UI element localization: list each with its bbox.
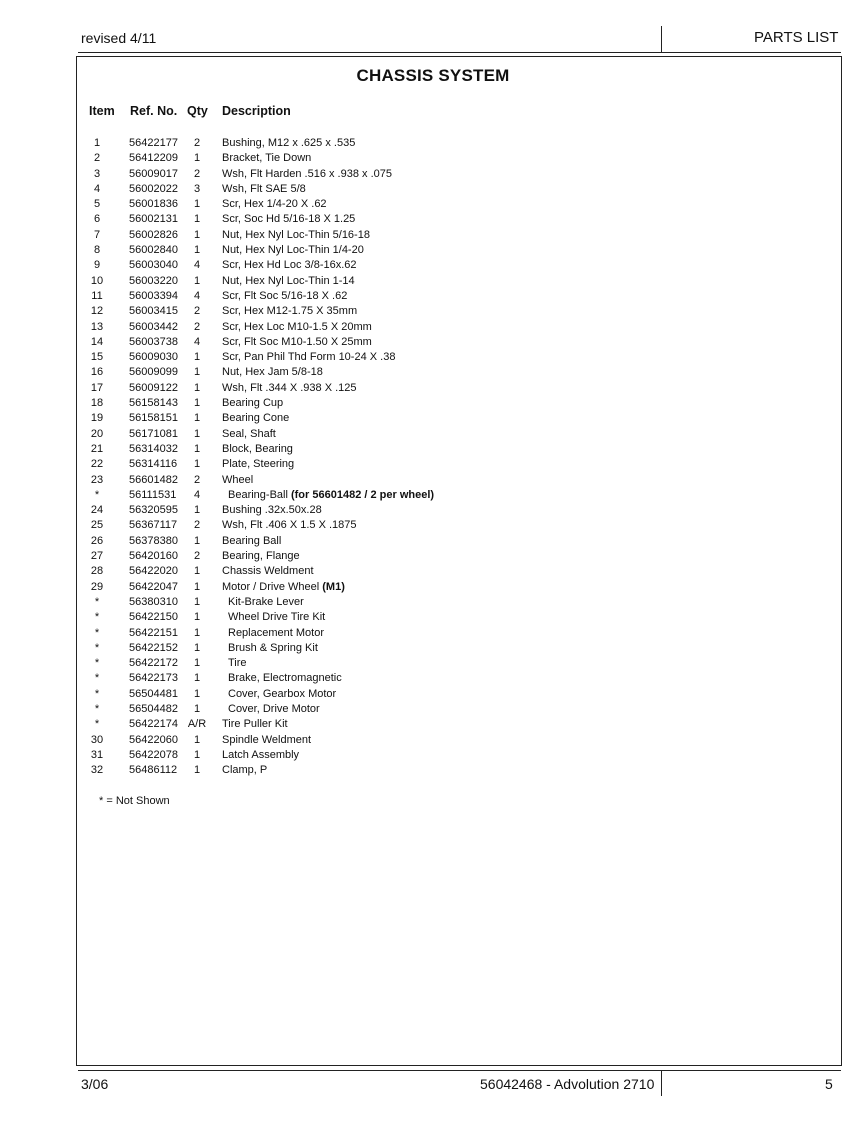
description-cell — [222, 504, 322, 517]
qty-cell: 1 — [193, 228, 201, 241]
description-cell — [222, 321, 372, 334]
table-row — [0, 672, 866, 687]
qty-cell: 1 — [193, 672, 201, 685]
ref-number-cell: 56422177 — [129, 137, 178, 149]
table-row — [0, 321, 866, 336]
qty-cell: 1 — [193, 626, 201, 639]
table-row — [0, 611, 866, 626]
description-cell — [222, 229, 370, 242]
item-cell: 2 — [93, 152, 101, 165]
table-row — [0, 397, 866, 412]
table-row — [0, 734, 866, 749]
qty-cell: 3 — [193, 182, 201, 195]
qty-cell: 4 — [193, 289, 201, 302]
description-text: Chassis Weldment — [222, 565, 314, 578]
item-cell: 8 — [93, 244, 101, 257]
description-cell — [222, 474, 253, 487]
item-cell: 10 — [90, 274, 104, 287]
description-cell — [222, 581, 345, 594]
qty-cell: 2 — [193, 305, 201, 318]
qty-cell: 2 — [193, 519, 201, 532]
qty-cell: 1 — [193, 412, 201, 425]
revision-label: revised 4/11 — [81, 30, 157, 46]
qty-cell: 4 — [193, 488, 201, 501]
item-cell: 17 — [90, 381, 104, 394]
description-cell — [222, 168, 392, 181]
ref-number-cell: 56001836 — [129, 198, 178, 211]
ref-number-cell: 56009017 — [129, 167, 178, 180]
ref-number-cell: 56422173 — [129, 672, 178, 685]
description-text: Clamp, P — [222, 764, 268, 777]
qty-cell: 1 — [193, 580, 201, 593]
table-row — [0, 642, 866, 657]
description-text: Plate, Steering — [222, 458, 295, 471]
table-row — [0, 489, 866, 504]
ref-number-cell: 56422151 — [129, 626, 178, 639]
ref-number-cell: 56601482 — [129, 473, 178, 486]
table-row — [0, 152, 866, 167]
qty-cell: 1 — [193, 687, 201, 700]
description-text: Replacement Motor — [228, 626, 324, 639]
table-row — [0, 703, 866, 718]
table-row — [0, 305, 866, 320]
description-text: Scr, Soc Hd 5/16-18 X 1.25 — [222, 213, 356, 226]
description-bold-note: (for 56601482 / 2 per wheel) — [290, 488, 435, 501]
item-cell: 16 — [90, 366, 104, 379]
ref-number-cell: 56504482 — [129, 702, 178, 715]
description-text: Bearing-Ball — [228, 488, 291, 501]
description-text: Wsh, Flt SAE 5/8 — [222, 182, 306, 195]
table-row — [0, 504, 866, 519]
qty-cell: 2 — [193, 473, 201, 486]
item-cell: 20 — [90, 427, 104, 440]
page-title: CHASSIS SYSTEM — [356, 66, 510, 85]
description-text: Scr, Hex M12-1.75 X 35mm — [222, 305, 358, 318]
description-text: Bearing, Flange — [222, 550, 300, 563]
qty-cell: 2 — [193, 550, 201, 563]
description-text: Cover, Drive Motor — [228, 702, 320, 715]
qty-cell: 1 — [193, 611, 201, 624]
item-cell: 28 — [90, 565, 104, 578]
table-row — [0, 657, 866, 672]
item-cell: 1 — [93, 137, 101, 149]
description-text: Motor / Drive Wheel — [222, 580, 323, 593]
item-cell: 5 — [93, 198, 101, 211]
ref-number-cell: 56158143 — [129, 397, 178, 410]
page-number: 5 — [825, 1076, 833, 1092]
table-row — [0, 244, 866, 259]
ref-number-cell: 56320595 — [129, 504, 178, 517]
description-cell — [222, 764, 267, 777]
description-cell — [222, 183, 306, 196]
ref-number-cell: 56378380 — [129, 534, 178, 547]
description-text: Brake, Electromagnetic — [228, 672, 342, 685]
description-text: Nut, Hex Nyl Loc-Thin 1-14 — [222, 274, 355, 287]
description-text: Kit-Brake Lever — [228, 595, 304, 608]
ref-number-cell: 56314032 — [129, 442, 178, 455]
item-cell: 3 — [93, 167, 101, 180]
description-text: Scr, Flt Soc 5/16-18 X .62 — [222, 289, 348, 302]
description-cell — [228, 688, 336, 701]
description-cell — [222, 749, 299, 762]
description-cell — [222, 244, 364, 257]
qty-cell: 2 — [193, 320, 201, 333]
description-cell — [228, 703, 320, 716]
qty-cell: 1 — [193, 504, 201, 517]
qty-cell: 1 — [193, 274, 201, 287]
item-cell: * — [94, 611, 100, 624]
col-header-item: Item — [89, 104, 115, 118]
description-cell — [222, 351, 395, 364]
ref-number-cell: 56422152 — [129, 641, 178, 654]
qty-cell: 1 — [193, 764, 201, 777]
qty-cell: 1 — [193, 351, 201, 364]
description-bold-note: (M1) — [322, 580, 345, 593]
description-cell — [228, 489, 434, 502]
description-cell — [228, 611, 325, 624]
footer-date: 3/06 — [81, 1076, 109, 1092]
qty-cell: 4 — [193, 259, 201, 272]
description-cell — [228, 672, 342, 685]
description-cell — [222, 428, 276, 441]
table-row — [0, 137, 866, 152]
description-text: Bearing Ball — [222, 534, 282, 547]
qty-cell: 1 — [193, 366, 201, 379]
description-text: Seal, Shaft — [222, 427, 276, 440]
item-cell: * — [94, 641, 100, 654]
ref-number-cell: 56422020 — [129, 565, 178, 578]
item-cell: 31 — [90, 748, 104, 761]
item-cell: 25 — [90, 519, 104, 532]
item-cell: * — [94, 595, 100, 608]
item-cell: * — [94, 488, 100, 501]
item-cell: * — [94, 672, 100, 685]
header-divider — [661, 26, 662, 52]
description-text: Bushing .32x.50x.28 — [222, 504, 322, 517]
qty-cell: 1 — [193, 427, 201, 440]
ref-number-cell: 56003415 — [129, 305, 178, 318]
table-row — [0, 581, 866, 596]
table-row — [0, 764, 866, 779]
qty-cell: 1 — [193, 198, 201, 211]
description-cell — [228, 642, 318, 655]
ref-number-cell: 56422150 — [129, 611, 178, 624]
item-cell: * — [94, 657, 100, 670]
ref-number-cell: 56422078 — [129, 748, 178, 761]
description-cell — [222, 718, 288, 731]
ref-number-cell: 56486112 — [129, 764, 178, 777]
table-row — [0, 290, 866, 305]
table-row — [0, 443, 866, 458]
table-row — [0, 458, 866, 473]
ref-number-cell: 56003220 — [129, 274, 178, 287]
description-text: Wsh, Flt Harden .516 x .938 x .075 — [222, 167, 392, 180]
description-cell — [222, 137, 355, 150]
item-cell: 15 — [90, 351, 104, 364]
parts-table — [0, 137, 866, 779]
description-text: Bracket, Tie Down — [222, 152, 312, 165]
table-row — [0, 275, 866, 290]
qty-cell: 1 — [193, 702, 201, 715]
qty-cell: 2 — [193, 167, 201, 180]
qty-cell: 1 — [193, 458, 201, 471]
qty-cell: 1 — [193, 534, 201, 547]
footer-rule — [78, 1070, 841, 1071]
item-cell: 32 — [90, 764, 104, 777]
col-header-ref: Ref. No. — [130, 104, 178, 118]
table-row — [0, 229, 866, 244]
description-text: Bearing Cup — [222, 397, 284, 410]
table-row — [0, 198, 866, 213]
ref-number-cell: 56158151 — [129, 412, 178, 425]
description-text: Cover, Gearbox Motor — [228, 687, 337, 700]
ref-number-cell: 56002022 — [129, 182, 178, 195]
ref-number-cell: 56009099 — [129, 366, 178, 379]
ref-number-cell: 56003394 — [129, 289, 178, 302]
qty-cell: A/R — [187, 718, 207, 731]
description-cell — [222, 213, 355, 226]
description-cell — [222, 290, 347, 303]
ref-number-cell: 56420160 — [129, 550, 178, 563]
description-text: Bushing, M12 x .625 x .535 — [222, 137, 356, 149]
item-cell: 21 — [90, 442, 104, 455]
qty-cell: 1 — [193, 213, 201, 226]
description-cell — [222, 412, 289, 425]
table-row — [0, 535, 866, 550]
qty-cell: 1 — [193, 397, 201, 410]
table-row — [0, 351, 866, 366]
description-text: Tire — [228, 657, 247, 670]
description-text: Wheel Drive Tire Kit — [228, 611, 326, 624]
description-cell — [222, 550, 300, 563]
qty-cell: 1 — [193, 595, 201, 608]
qty-cell: 2 — [193, 137, 201, 149]
table-row — [0, 213, 866, 228]
table-row — [0, 336, 866, 351]
col-header-qty: Qty — [187, 104, 208, 118]
table-row — [0, 550, 866, 565]
table-row — [0, 382, 866, 397]
item-cell: 18 — [90, 397, 104, 410]
ref-number-cell: 56412209 — [129, 152, 178, 165]
item-cell: 26 — [90, 534, 104, 547]
table-row — [0, 183, 866, 198]
item-cell: 12 — [90, 305, 104, 318]
item-cell: * — [94, 702, 100, 715]
table-row — [0, 519, 866, 534]
description-text: Scr, Hex Hd Loc 3/8-16x.62 — [222, 259, 357, 272]
description-cell — [222, 734, 311, 747]
footer-divider — [661, 1070, 662, 1096]
description-text: Latch Assembly — [222, 748, 300, 761]
footnote: * = Not Shown — [99, 795, 170, 807]
ref-number-cell: 56422174 — [129, 718, 178, 731]
description-text: Scr, Flt Soc M10-1.50 X 25mm — [222, 335, 372, 348]
item-cell: 6 — [93, 213, 101, 226]
ref-number-cell: 56171081 — [129, 427, 178, 440]
qty-cell: 1 — [193, 565, 201, 578]
qty-cell: 1 — [193, 733, 201, 746]
description-cell — [222, 565, 314, 578]
ref-number-cell: 56009030 — [129, 351, 178, 364]
qty-cell: 1 — [193, 442, 201, 455]
description-cell — [222, 535, 281, 548]
description-text: Nut, Hex Jam 5/8-18 — [222, 366, 323, 379]
table-row — [0, 627, 866, 642]
footer-document: 56042468 - Advolution 2710 — [480, 1076, 655, 1092]
table-row — [0, 718, 866, 733]
description-cell — [222, 152, 311, 165]
ref-number-cell: 56002131 — [129, 213, 178, 226]
description-cell — [222, 443, 293, 456]
item-cell: * — [94, 687, 100, 700]
description-text: Tire Puller Kit — [222, 718, 288, 731]
item-cell: 7 — [93, 228, 101, 241]
description-text: Nut, Hex Nyl Loc-Thin 5/16-18 — [222, 228, 370, 241]
ref-number-cell: 56111531 — [129, 488, 177, 501]
ref-number-cell: 56422047 — [129, 580, 178, 593]
qty-cell: 1 — [193, 748, 201, 761]
item-cell: 14 — [90, 335, 104, 348]
table-row — [0, 565, 866, 580]
item-cell: 27 — [90, 550, 104, 563]
item-cell: 29 — [90, 580, 104, 593]
description-text: Wsh, Flt .406 X 1.5 X .1875 — [222, 519, 357, 532]
item-cell: 11 — [91, 289, 103, 302]
section-label: PARTS LIST — [754, 29, 839, 46]
description-text: Scr, Pan Phil Thd Form 10-24 X .38 — [222, 351, 396, 364]
description-text: Nut, Hex Nyl Loc-Thin 1/4-20 — [222, 244, 364, 257]
table-row — [0, 366, 866, 381]
qty-cell: 1 — [193, 381, 201, 394]
table-row — [0, 412, 866, 427]
ref-number-cell: 56009122 — [129, 381, 178, 394]
ref-number-cell: 56003442 — [129, 320, 178, 333]
qty-cell: 4 — [193, 335, 201, 348]
ref-number-cell: 56504481 — [129, 687, 178, 700]
qty-cell: 1 — [193, 152, 201, 165]
ref-number-cell: 56380310 — [129, 595, 178, 608]
qty-cell: 1 — [193, 244, 201, 257]
description-text: Wheel — [222, 473, 254, 486]
table-row — [0, 428, 866, 443]
description-text: Block, Bearing — [222, 442, 293, 455]
qty-cell: 1 — [193, 657, 201, 670]
description-cell — [228, 627, 324, 640]
item-cell: 4 — [93, 182, 101, 195]
item-cell: 24 — [90, 504, 104, 517]
ref-number-cell: 56003040 — [129, 259, 178, 272]
description-cell — [222, 519, 357, 532]
item-cell: 13 — [90, 320, 104, 333]
description-cell — [222, 275, 355, 288]
table-row — [0, 596, 866, 611]
table-row — [0, 749, 866, 764]
description-text: Scr, Hex Loc M10-1.5 X 20mm — [222, 320, 372, 333]
header-rule — [78, 52, 841, 53]
item-cell: 23 — [90, 473, 104, 486]
table-row — [0, 688, 866, 703]
description-text: Scr, Hex 1/4-20 X .62 — [222, 198, 327, 211]
ref-number-cell: 56422060 — [129, 733, 178, 746]
description-cell — [228, 596, 304, 609]
item-cell: * — [94, 718, 100, 731]
qty-cell: 1 — [193, 641, 201, 654]
description-cell — [222, 397, 283, 410]
description-cell — [222, 305, 357, 318]
item-cell: 9 — [93, 259, 101, 272]
table-row — [0, 259, 866, 274]
description-text: Spindle Weldment — [222, 733, 312, 746]
description-cell — [222, 259, 357, 272]
item-cell: 22 — [90, 458, 104, 471]
item-cell: * — [94, 626, 100, 639]
ref-number-cell: 56367117 — [129, 519, 178, 532]
table-row — [0, 474, 866, 489]
ref-number-cell: 56422172 — [129, 657, 178, 670]
description-cell — [222, 458, 294, 471]
item-cell: 30 — [90, 733, 104, 746]
ref-number-cell: 56002840 — [129, 244, 178, 257]
description-text: Bearing Cone — [222, 412, 290, 425]
col-header-description: Description — [222, 104, 291, 118]
description-cell — [222, 198, 327, 211]
description-cell — [222, 366, 323, 379]
ref-number-cell: 56002826 — [129, 228, 178, 241]
table-row — [0, 168, 866, 183]
description-cell — [222, 336, 372, 349]
ref-number-cell: 56314116 — [129, 458, 178, 471]
item-cell: 19 — [90, 412, 104, 425]
description-text: Wsh, Flt .344 X .938 X .125 — [222, 381, 357, 394]
description-text: Brush & Spring Kit — [228, 641, 318, 654]
description-cell — [222, 382, 357, 395]
ref-number-cell: 56003738 — [129, 335, 178, 348]
description-cell — [228, 657, 247, 670]
